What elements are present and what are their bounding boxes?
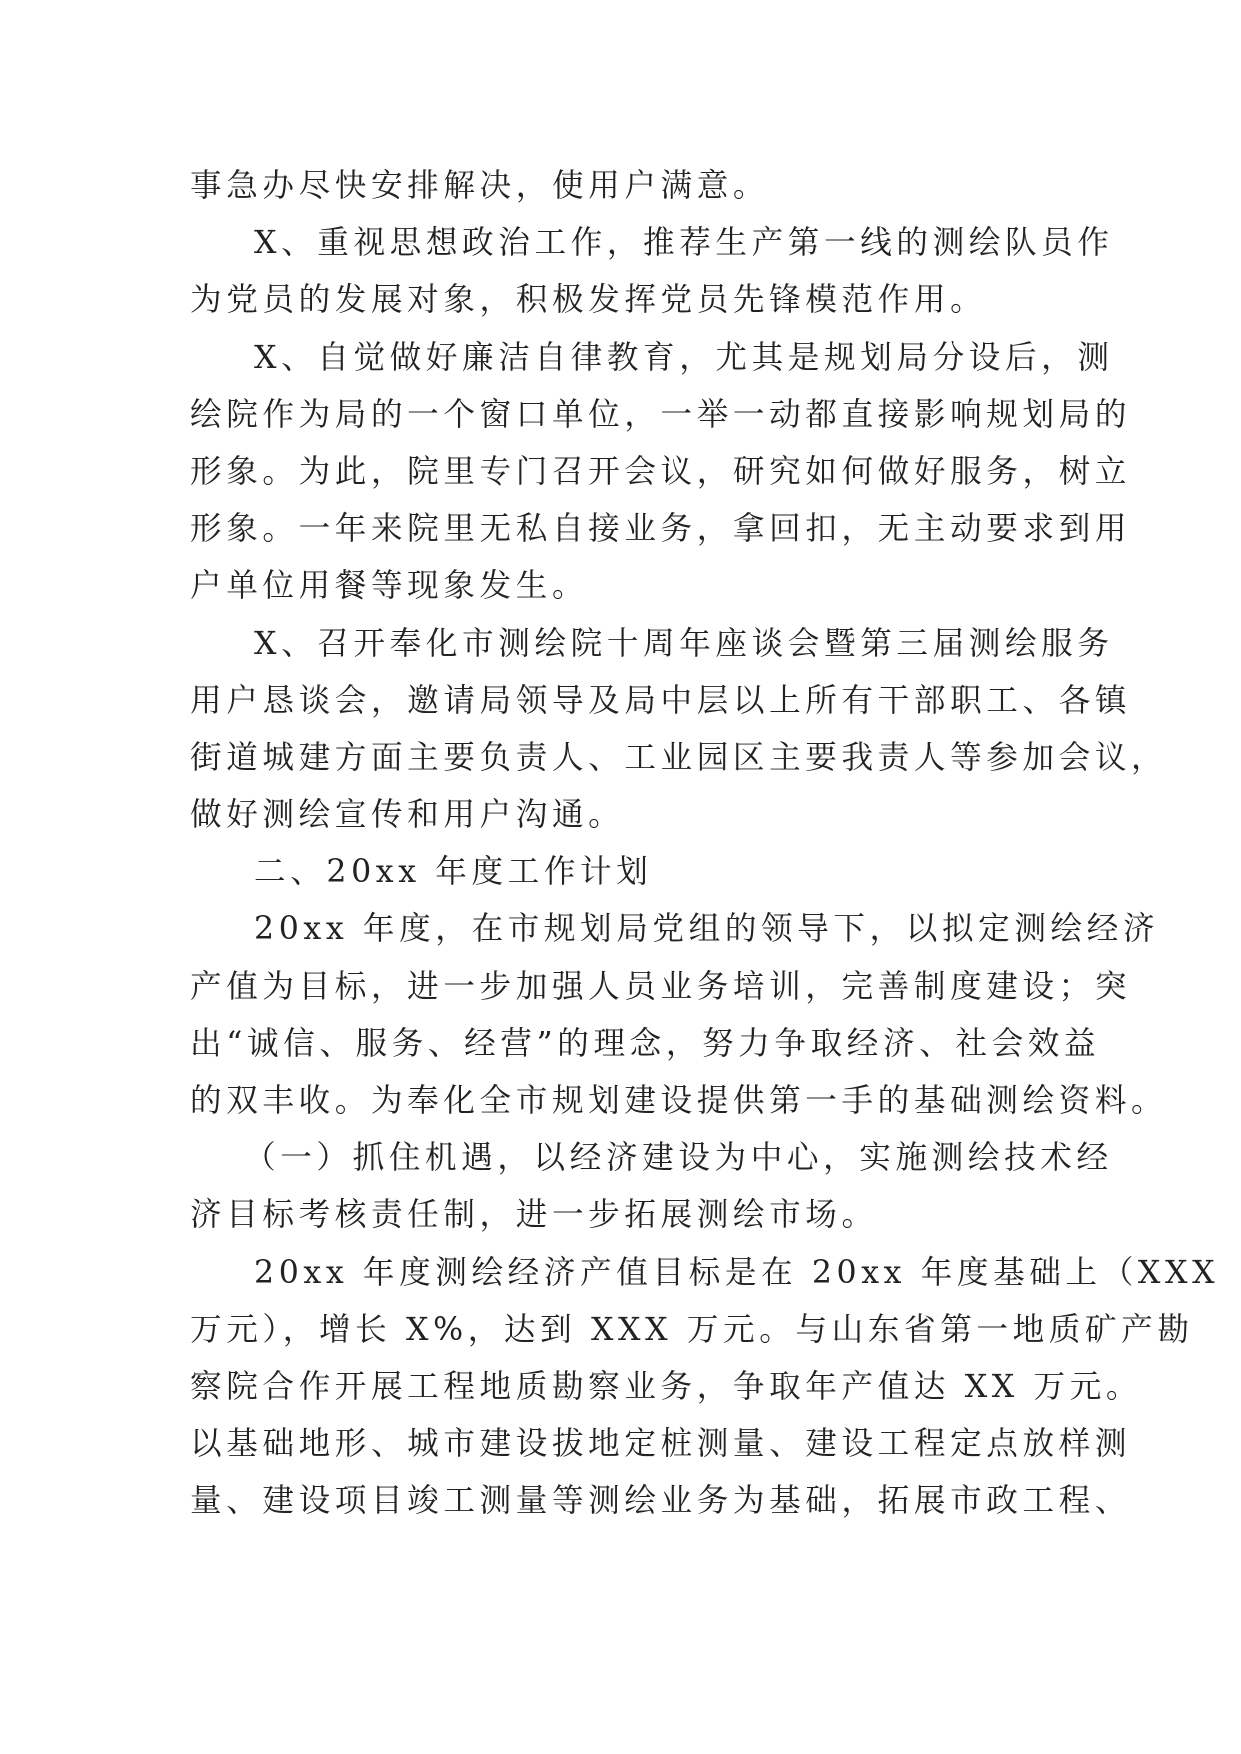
subsection-heading: （一）抓住机遇，以经济建设为中心，实施测绘技术经: [244, 1140, 1113, 1177]
text-line: 察院合作开展工程地质勘察业务，争取年产值达 XX 万元。: [190, 1368, 1143, 1405]
text-line: 做好测绘宣传和用户沟通。: [190, 797, 625, 834]
text-line: 用户恳谈会，邀请局领导及局中层以上所有干部职工、各镇: [190, 682, 1132, 719]
text-line: 20xx 年度测绘经济产值目标是在 20xx 年度基础上（XXX: [254, 1254, 1220, 1291]
text-line: 量、建设项目竣工测量等测绘业务为基础，拓展市政工程、: [190, 1483, 1132, 1520]
text-line: 为党员的发展对象，积极发挥党员先锋模范作用。: [190, 282, 987, 319]
text-line: X、重视思想政治工作，推荐生产第一线的测绘队员作: [254, 225, 1114, 262]
section-heading: 二、20xx 年度工作计划: [254, 854, 653, 891]
text-line: 万元），增长 X%，达到 XXX 万元。与山东省第一地质矿产勘: [190, 1311, 1194, 1348]
text-line: X、自觉做好廉洁自律教育，尤其是规划局分设后，测: [254, 339, 1114, 376]
text-line: 街道城建方面主要负责人、工业园区主要我责人等参加会议，: [190, 739, 1168, 776]
text-line: 产值为目标，进一步加强人员业务培训，完善制度建设；突: [190, 968, 1132, 1005]
document-body: [190, 158, 1220, 1531]
text-line: X、召开奉化市测绘院十周年座谈会暨第三届测绘服务: [254, 625, 1114, 662]
text-line: 济目标考核责任制，进一步拓展测绘市场。: [190, 1197, 878, 1234]
text-line: 绘院作为局的一个窗口单位，一举一动都直接影响规划局的: [190, 396, 1132, 433]
text-line: 事急办尽快安排解决，使用户满意。: [190, 168, 770, 204]
text-line: 出“诚信、服务、经营”的理念，努力争取经济、社会效益: [190, 1025, 1101, 1062]
text-line: 20xx 年度，在市规划局党组的领导下，以拟定测绘经济: [254, 911, 1160, 948]
text-line: 形象。为此，院里专门召开会议，研究如何做好服务，树立: [190, 453, 1132, 490]
text-line: 形象。一年来院里无私自接业务，拿回扣，无主动要求到用: [190, 511, 1132, 548]
text-line: 的双丰收。为奉化全市规划建设提供第一手的基础测绘资料。: [190, 1083, 1168, 1119]
text-line: 户单位用餐等现象发生。: [190, 568, 589, 605]
text-line: 以基础地形、城市建设拔地定桩测量、建设工程定点放样测: [190, 1426, 1132, 1463]
